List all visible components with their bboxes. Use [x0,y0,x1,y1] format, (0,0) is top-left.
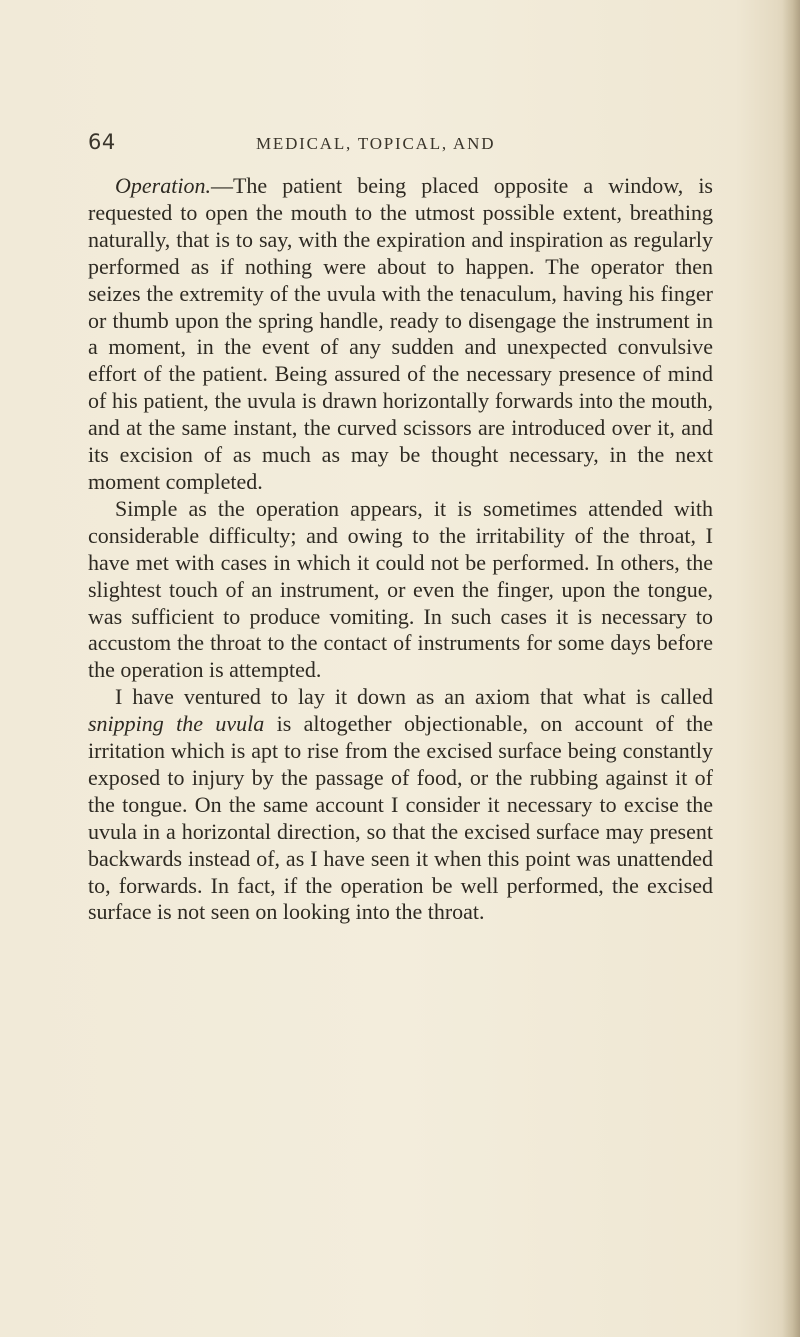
paragraph-operation [88,173,713,496]
page-edge-shadow [782,0,800,1337]
paragraph-lead-italic: Operation. [115,173,211,198]
paragraph-text-after: is altogether objectionable, on account of the irritation which is apt to rise from the excised surface being constantly exposed to injury by the passage of food, or the rubbing against it of the tongue. On the same account I consider it necessary to excise the uvula in a horizontal direction, so that the excised surface may present backwards instead of, as I have seen it when this point was unattended to, forwards. In fact, if the operation be well performed, the excised surface is not seen on looking into the throat. [88,711,714,925]
body-text [88,173,713,926]
running-head: MEDICAL, TOPICAL, AND [256,134,496,153]
paragraph-text: Simple as the operation appears, it is sometimes attended with considerable difficulty; and owing to the irritability of the throat, I have met with cases in which it could not be performed. In others, the slightest touch of an instrument, or even the finger, upon the tongue, was sufficient to produce vomiting. In such cases it is necessary to accustom the throat to the contact of instruments for some days before the operation is attempted. [88,495,713,683]
paragraph-text: —The patient being placed opposite a window, is requested to open the mouth to the utmost possible extent, breathing naturally, that is to say, with the expiration and inspiration as regularly performed as if nothing were about to happen. The operator then seizes the extremity of the uvula with the tenaculum, having his finger or thumb upon the spring handle, ready to disengage the instrument in a moment, in the event of any sudden and unexpected convulsive effort of the patient. Being assured of the necessary presence of mind of his patient, the uvula is drawn horizontally forwards into the mouth, and at the same instant, the curved scissors are introduced over it, and its excision of as much as may be thought necessary, in the next moment completed. [88,173,713,494]
paragraph-axiom [88,684,713,926]
paragraph-text-before: I have ventured to lay it down as an axiom that what is called [115,684,713,710]
paragraph-difficulty [88,496,713,684]
page-number: 64 [88,130,116,154]
page-header [88,130,728,160]
paragraph-italic-phrase: snipping the uvula [88,711,265,737]
